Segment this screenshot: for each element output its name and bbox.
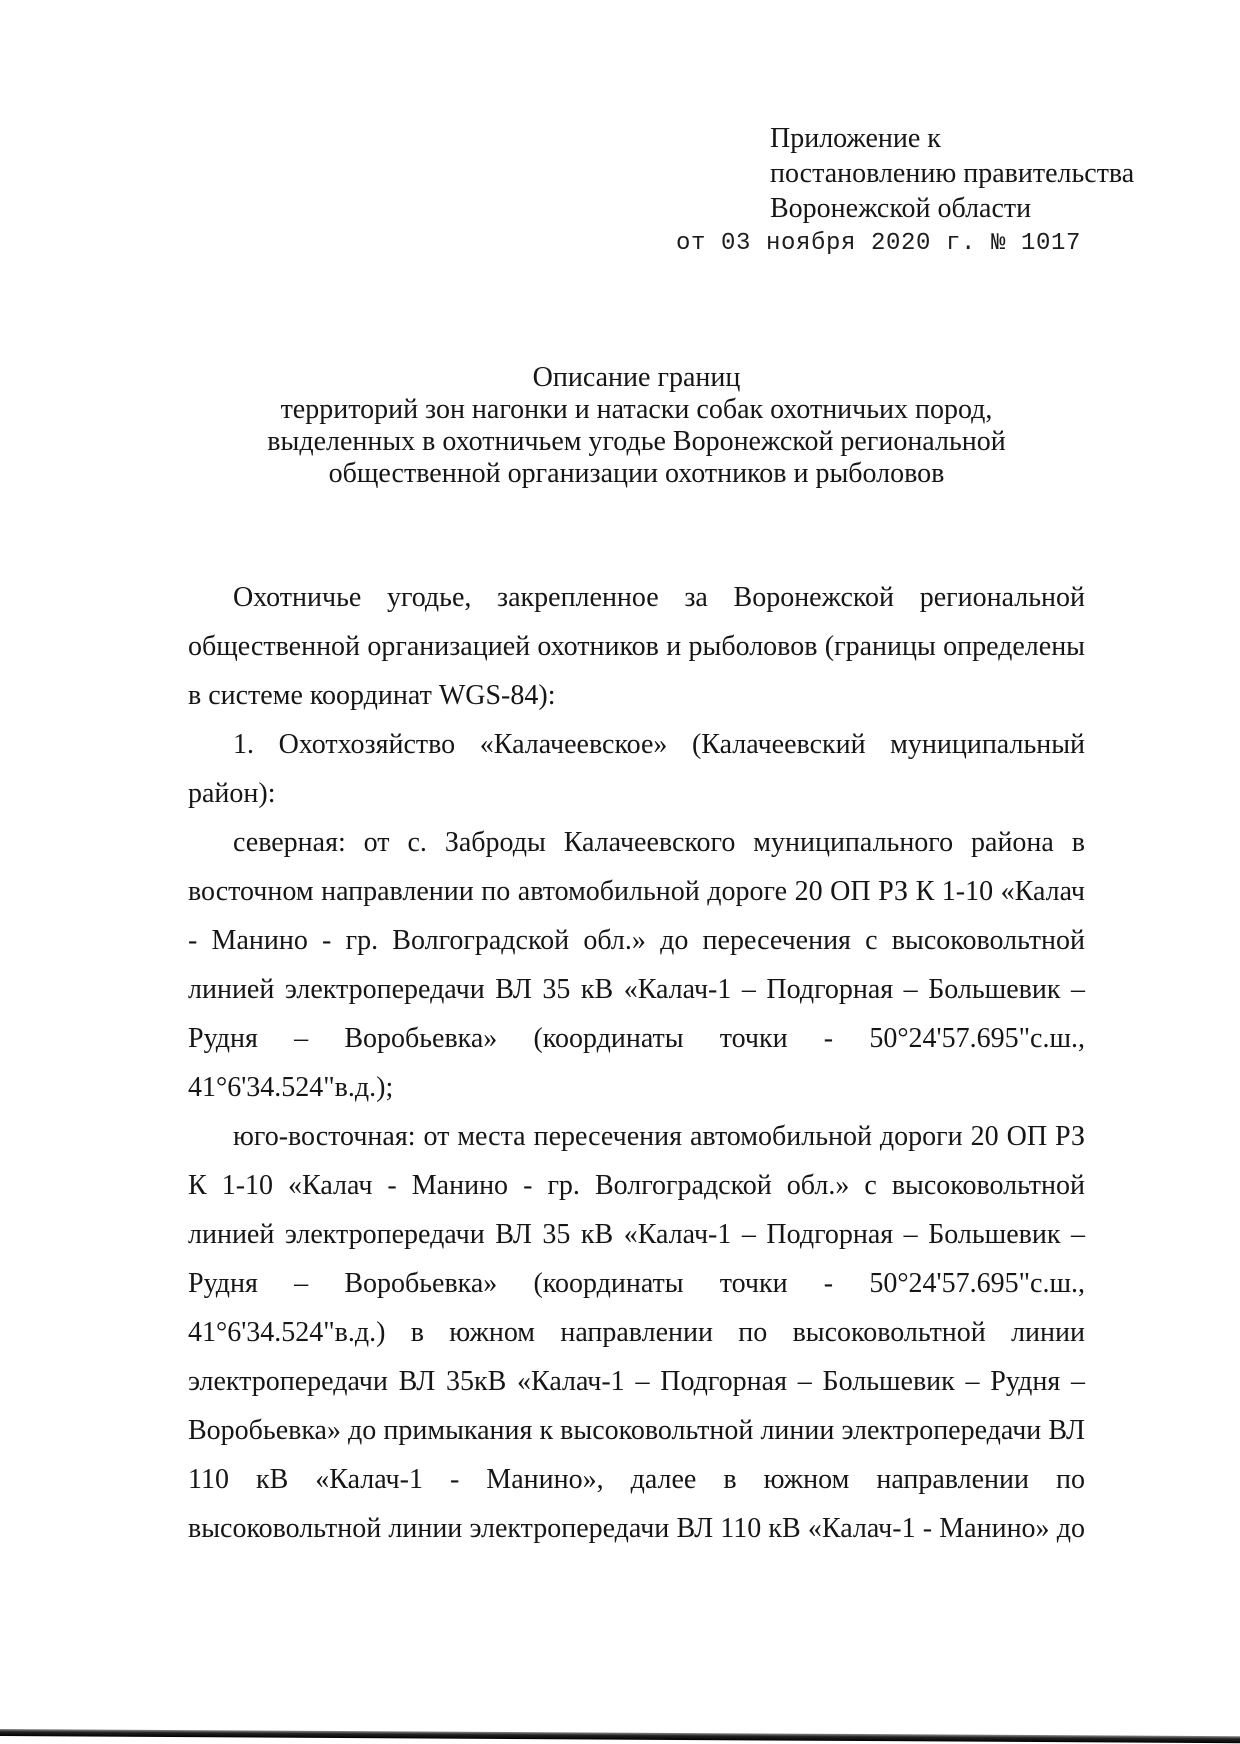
title-line-1: Описание границ (532, 362, 741, 393)
scan-edge-artifact (0, 1729, 1240, 1743)
title-line-2: территорий зон нагонки и натаски собак охотничьих пород, (280, 394, 993, 425)
paragraph-north-boundary: северная: от с. Заброды Калачеевского муниципального района в восточном направлении по автомобильной дороге 20 ОП РЗ К 1-10 «Калач - Манино - гр. Волгоградской обл.» до пересечения с высоковольтной линией электропередачи ВЛ 35 кВ «Калач-1 – Подгорная – Большевик – Рудня – Воробьевка» (координаты точки - 50°24'57.695"с.ш., 41°6'34.524"в.д.); (188, 827, 1085, 1103)
appendix-header (0, 121, 1240, 261)
document-title (188, 362, 1085, 490)
paragraph-intro: Охотничье угодье, закрепленное за Воронежской региональной общественной организацией охотников и рыболовов (границы определены в системе координат WGS-84): (188, 582, 1085, 711)
title-line-4: общественной организации охотников и рыболовов (328, 458, 945, 489)
header-line-resolution: постановлению правительства (770, 158, 1135, 189)
paragraph-item-1-kalacheevskoye: 1. Охотхозяйство «Калачеевское» (Калачеевский муниципальный район): (188, 729, 1085, 809)
document-body (188, 573, 1085, 1553)
paragraph-southeast-boundary: юго-восточная: от места пересечения автомобильной дороги 20 ОП РЗ К 1-10 «Калач - Манино - гр. Волгоградской обл.» с высоковольтной линией электропередачи ВЛ 35 кВ «Калач-1 – Подгорная – Большевик – Рудня – Воробьевка» (координаты точки - 50°24'57.695"с.ш., 41°6'34.524"в.д.) в южном направлении по высоковольтной линии электропередачи ВЛ 35кВ «Калач-1 – Подгорная – Большевик – Рудня – Воробьевка» до примыкания к высоковольтной линии электропередачи ВЛ 110 кВ «Калач-1 - Манино», далее в южном направлении по высоковольтной линии электропередачи ВЛ 110 кВ «Калач-1 - Манино» до (188, 1121, 1085, 1544)
header-line-appendix: Приложение к (770, 123, 941, 154)
title-line-3: выделенных в охотничьем угодье Воронежской региональной (267, 426, 1006, 457)
header-line-region: Воронежской области (770, 193, 1032, 224)
header-date-number-line: от 03 ноября 2020 г. № 1017 (676, 230, 1082, 257)
